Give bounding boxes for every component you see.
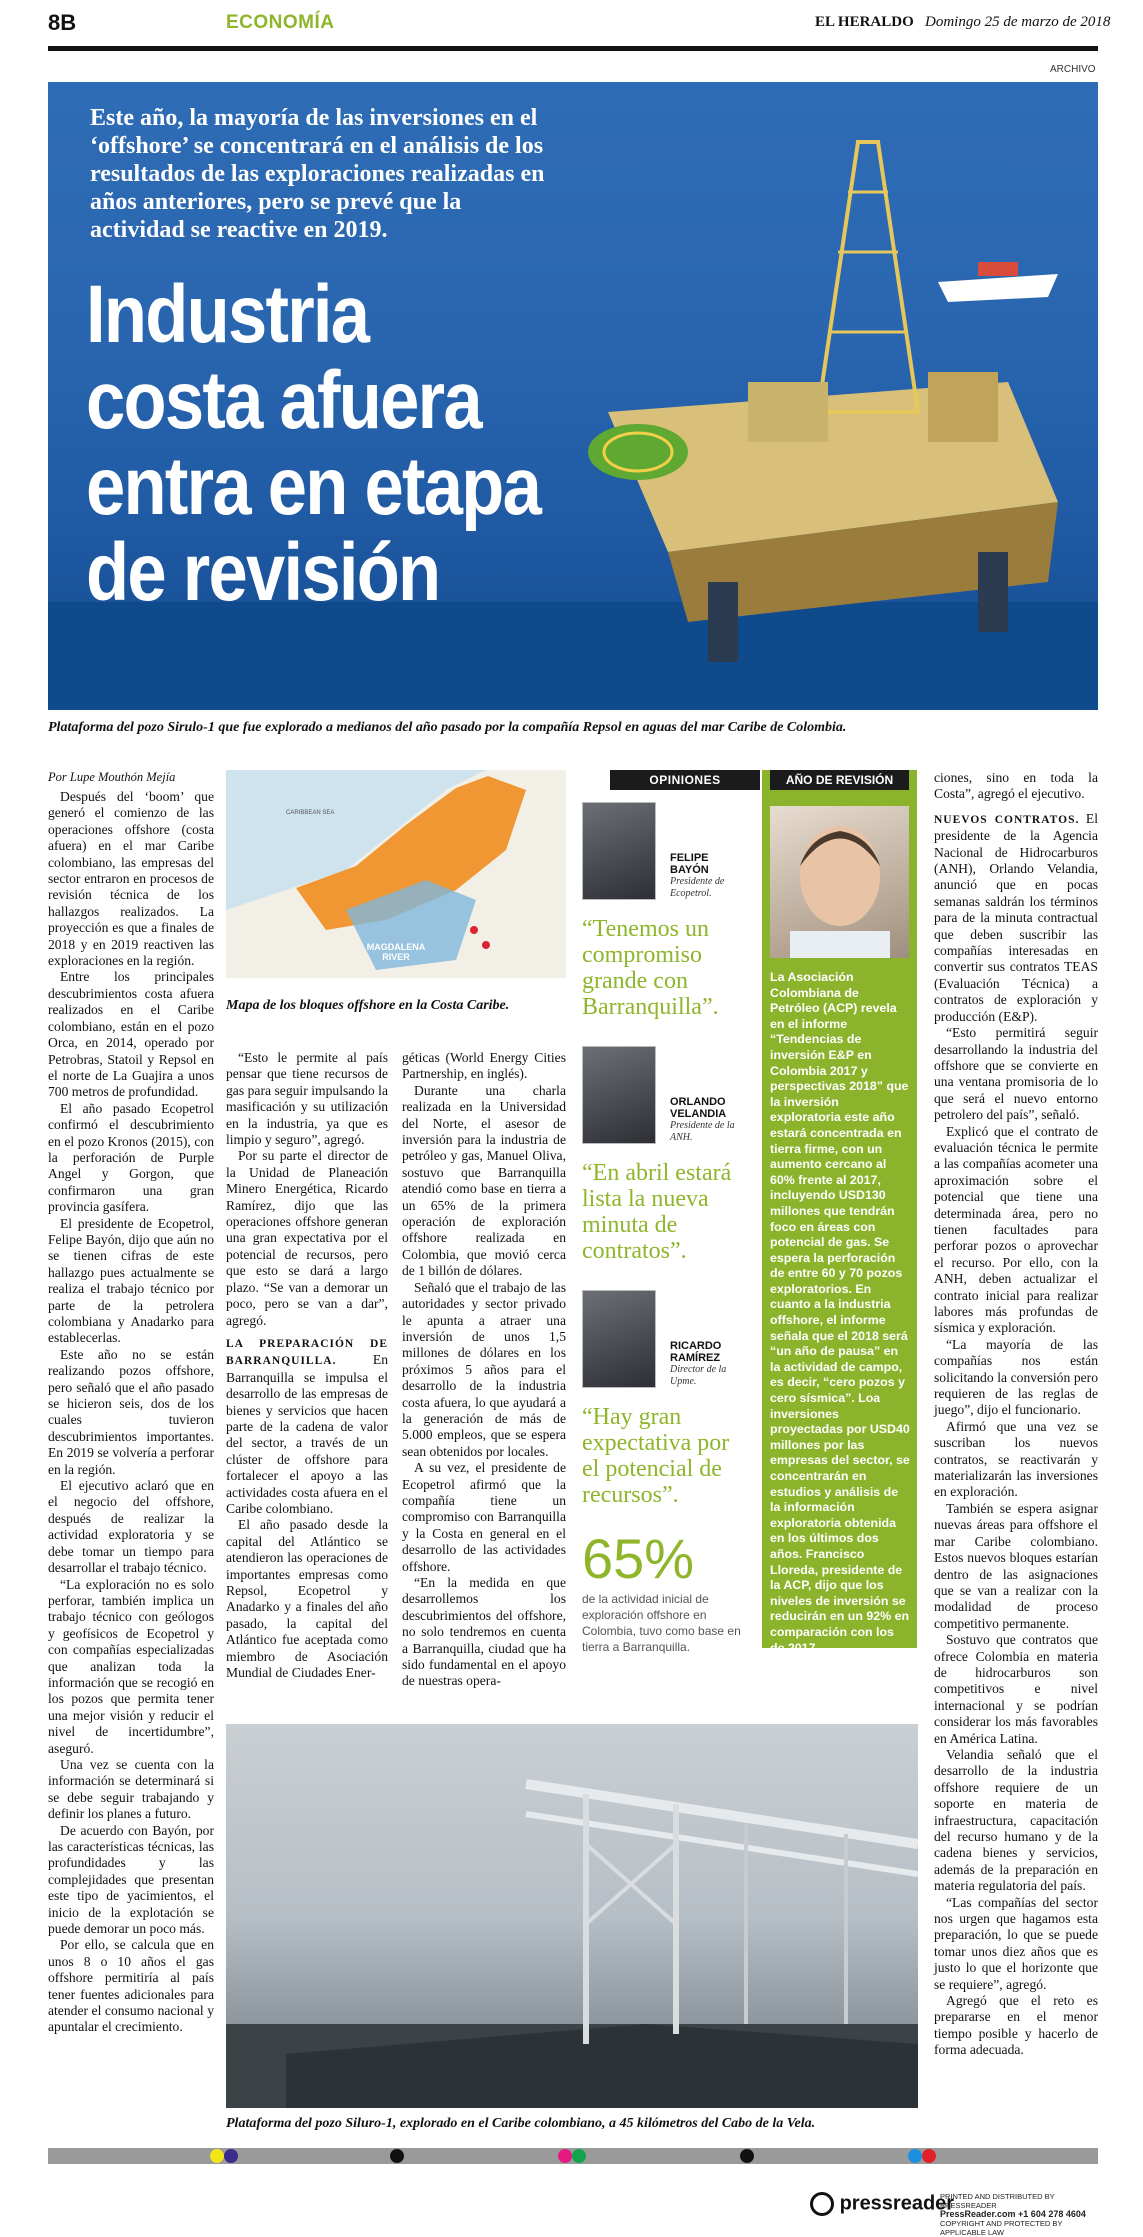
paragraph: A su vez, el presidente de Ecopetrol afirmó que la compañía tiene un compromiso con Barranquilla y la Costa en general en el desarrollo de las actividades offshore. [402,1460,566,1574]
paragraph: Por ello, se calcula que en unos 8 o 10 años el gas offshore permitiría al país tener fuentes adicionales para atender el consumo nacional y apuntalar el crecimiento. [48,1937,214,2035]
offshore-blocks-map [226,770,566,978]
notice-line: PRINTED AND DISTRIBUTED BY PRESSREADER [940,2192,1055,2210]
notice-line: COPYRIGHT AND PROTECTED BY APPLICABLE LAW [940,2219,1063,2237]
paragraph: Afirmó que una vez se suscriban los nuevos contratos, se reactivarán y materializarán las inversiones en exploración. [934,1418,1098,1500]
bottom-photo-caption: Plataforma del pozo Siluro-1, explorado en el Caribe colombiano, a 45 kilómetros del Cabo de la Vela. [226,2116,816,2131]
headline-line-1: Industria [86,269,369,360]
registration-dot [210,2149,224,2163]
author-name: ORLANDO VELANDIA [670,1096,727,1120]
review-text: La Asociación Colombiana de Petróleo (ACP) revela en el informe “Tendencias de inversión E&P en Colombia 2017 y perspectivas 2018” que la inversión exploratoria este año estará concentrada en tierra firme, con un aumento cercano al 60% frente al 2017, incluyendo USD130 millones que tendrán foco en áreas con potencial de gas. Se espera la perforación de entre 60 y 70 pozos exploratorios. En cuanto a la industria offshore, el informe señala que el 2018 será “un año de pausa” en la actividad de campo, es decir, “cero pozos y cero sísmica”. Loa inversiones proyectadas por USD40 millones por las empresas del sector, se concentrarán en estudios y análisis de la información exploratoria obtenida en los últimos dos años. Francisco Lloreda, presidente de la ACP, dijo que los niveles de inversión se reducirán en un 92% en comparación con los de 2017. [770,970,910,1655]
map-label: MAGDALENA RIVER [366,942,426,962]
registration-dot [390,2149,404,2163]
avatar [582,1046,656,1144]
crane-illustration [226,1724,918,2108]
photo-credit: ARCHIVO [1050,64,1096,75]
paragraph: También se espera asignar nuevas áreas para offshore el mar Caribe colombiano. Estos nuevos bloques estarían dentro de las asignaciones que se van a realizar con la modalidad de proceso competitivo permanente. [934,1500,1098,1631]
pull-quote: “Tenemos un compromiso grande con Barranquilla”. [582,916,719,1020]
registration-dot [908,2149,922,2163]
paragraph: El presidente de Ecopetrol, Felipe Bayón, dijo que aún no se tienen cifras de este hallazgo pues actualmente se realiza el trabajo técnico por parte de la petrolera colombiana y Anadarko para establecerlas. [48,1215,214,1346]
opinion-author [670,1340,750,1388]
stat-value: 65% [582,1527,695,1590]
author-name: FELIPE BAYÓN [670,852,709,876]
byline: Por Lupe Mouthón Mejía [48,770,176,784]
headline-line-3: entra en etapa [86,441,541,532]
registration-dot [572,2149,586,2163]
paragraph: Este año no se están realizando pozos offshore, pero señaló que el año pasado se hicieron seis, dos de los cuales tuvieron descubrimientos importantes. En 2019 se volvería a perforar en la región. [48,1346,214,1477]
map-label: CARIBBEAN SEA [286,810,335,816]
paragraph: “En la medida en que desarrollemos los descubrimientos del offshore, no solo tendremos en cuenta a Barranquilla, ciudad que ha sido fundamental en el apoyo de nuestras opera- [402,1575,566,1689]
platform-photo [226,1724,918,2108]
paragraph: El ejecutivo aclaró que en el negocio del offshore, después de realizar la actividad exploratoria y se debe tomar un tiempo para desarrollar el trabajo técnico. [48,1478,214,1576]
publication-date: Domingo 25 de marzo de 2018 [925,14,1111,30]
notice-line: PressReader.com +1 604 278 4604 [940,2209,1086,2219]
registration-dot [740,2149,754,2163]
portrait-illustration [770,806,909,958]
paragraph: De acuerdo con Bayón, por las características técnicas, las profundidades y las complejidades que presentan este tipo de yacimientos, el inicio de la explotación se puede demorar un poco más. [48,1822,214,1937]
paragraph: géticas (World Energy Cities Partnership, en inglés). [402,1050,566,1082]
paragraph [934,811,1098,1025]
registration-dot [922,2149,936,2163]
pressreader-wordmark: pressreader [839,2192,955,2215]
author-role: Presidente de Ecopetrol. [670,876,725,899]
paragraph-text: El presidente de la Agencia Nacional de Hidrocarburos (ANH), Orlando Velandia, anunció que en pocas semanas saldrán los términos para de la minuta contractual que deben suscribir las compañías interesadas en convertir sus contratos TEAS (Evaluación Técnica) a contratos de exploración y producción (E&P). [934,810,1098,1024]
opinions-tag: OPINIONES [610,770,760,790]
header-rule [48,46,1098,51]
pressreader-logo [810,2192,954,2216]
pull-quote: “En abril estará lista la nueva minuta de contratos”. [582,1160,732,1264]
paragraph: ciones, sino en toda la Costa”, agregó el ejecutivo. [934,770,1098,802]
paragraph [226,1335,388,1517]
pressreader-icon [810,2192,834,2216]
opinion-author [670,1096,750,1144]
author-name: RICARDO RAMÍREZ [670,1340,722,1364]
paragraph: “Las compañías del sector nos urgen que hagamos esta preparación, lo que se puede tomar unos diez años que es justo lo que el horizonte que se requiere”, agregó. [934,1894,1098,1992]
paragraph: Velandia señaló que el desarrollo de la industria offshore requiere de un soporte en materia de infraestructura, capacitación del recurso humano y de la cadena bienes y servicios, además de la preparación en materia regulatoria del país. [934,1746,1098,1894]
paragraph: Agregó que el reto es prepararse en el menor tiempo posible y hacerlo de forma adecuada. [934,1993,1098,2058]
headline-line-4: de revisión [86,527,440,618]
paragraph: El año pasado Ecopetrol confirmó el descubrimiento en el pozo Kronos (2015), con la perforación de Purple Angel y Gorgon, que confirmaron una gran provincia gasífera. [48,1100,214,1215]
paragraph: Después del ‘boom’ que generó el comienzo de las operaciones offshore (costa afuera) en el mar Caribe colombiano, las empresas del sector entraron en procesos de revisión técnica de los hallazgos realizados. La proyección es que a finales de 2018 y en 2019 reactiven las exploraciones en la región. [48,789,214,969]
paragraph: Sostuvo que contratos que ofrece Colombia en materia de hidrocarburos son competitivos e nivel internacional y se podrían considerar los más favorables en América Latina. [934,1632,1098,1746]
section-kicker: NUEVOS CONTRATOS. [934,813,1080,826]
newspaper-name: EL HERALDO [815,14,914,30]
review-sidebar [762,770,917,1655]
article-column-1 [48,770,214,2036]
map-caption: Mapa de los bloques offshore en la Costa Caribe. [226,998,510,1013]
author-role: Director de la Upme. [670,1364,727,1387]
paragraph: Por su parte el director de la Unidad de Planeación Minero Energética, Ricardo Ramírez, dijo que las operaciones offshore generan una gran expectativa por el potencial de recursos, pero que esto se dará a largo plazo. “Se van a demorar un poco, pero se van a dar”, agregó. [226,1148,388,1328]
opinion-item [582,802,750,906]
review-tag: AÑO DE REVISIÓN [770,770,909,790]
paragraph: “La exploración no es solo perforar, también implica un trabajo técnico con geólogos y geofísicos de Ecopetrol y con compañías especializadas que analizan toda la información que se recogió en los pozos que permita tener una mejor visión y reducir el nivel de incertidumbre”, aseguró. [48,1576,214,1756]
hero-intro: Este año, la mayoría de las inversiones en el ‘offshore’ se concentrará en el análisis de los resultados de las exploraciones realizadas en años anteriores, pero se prevé que la actividad se reactive en 2019. [90,105,545,243]
section-title: ECONOMÍA [226,12,335,33]
pressreader-notice [940,2192,1100,2237]
opinion-author [670,852,750,900]
paragraph: Explicó que el contrato de evaluación técnica le permite a las compañías acometer una aproximación sobre el potencial que tiene una determinada área, pero no tienen facultades para perforar pozos o aprovechar el recurso. Por ello, con la ANH, deben actualizar el contrato inicial para realizar labores más profundas de sísmica y exploración. [934,1123,1098,1336]
opinion-item [582,1290,750,1394]
section-kicker: LA PREPARACIÓN DE BARRANQUILLA. [226,1337,388,1368]
paragraph: Durante una charla realizada en la Universidad del Norte, el asesor de inversión para la industria de petróleo y gas, Manuel Oliva, sostuvo que Barranquilla atendió como base en tierra a un 65% de la primera operación de exploración offshore realizada en Colombia, que movió cerca de 1 billón de dólares. [402,1082,566,1279]
avatar [582,1290,656,1388]
hero-caption: Plataforma del pozo Sirulo-1 que fue explorado a medianos del año pasado por la compañía Repsol en aguas del mar Caribe de Colombia. [48,720,847,735]
paragraph-text: En Barranquilla se impulsa el desarrollo de las empresas de bienes y servicios que hacen parte de la cadena de valor del sector, a través de un clúster de offshore para fortalecer el apoyo a las actividades costa afuera en el Caribe colombiano. [226,1352,388,1516]
paragraph: Señaló que el trabajo de las autoridades y sector privado le apunta a atraer una inversión de unos 1,5 millones de dólares en los próximos 5 años para el desarrollo de la industria costa afuera, lo que ayudará a la generación de más de 5.000 empleos, que se espera sean obtenidos por locales. [402,1279,566,1459]
avatar [770,806,909,958]
registration-dot [558,2149,572,2163]
article-column-2 [226,1050,388,1681]
stat-description: de la actividad inicial de exploración offshore en Colombia, tuvo como base en tierra a Barranquilla. [582,1592,741,1654]
avatar [582,802,656,900]
headline [86,269,568,618]
opinion-item [582,1046,750,1150]
hero-photo [48,82,1098,710]
article-column-5 [934,770,1098,2059]
paragraph: El año pasado desde la capital del Atlántico se atendieron las operaciones de importantes empresas como Repsol, Ecopetrol y Anadarko y a finales del año pasado, la capital del Atlántico fue aceptada como miembro de Asociación Mundial de Ciudades Ener- [226,1517,388,1681]
registration-dot [224,2149,238,2163]
paragraph: Entre los principales descubrimientos costa afuera realizados en el Caribe colombiano, están en el pozo Orca, en 2014, operado por Petrobras, Statoil y Repsol en el norte de La Guajira a unos 700 metros de profundidad. [48,969,214,1100]
opinions-box [582,770,750,1655]
author-role: Presidente de la ANH. [670,1120,735,1143]
headline-line-2: costa afuera [86,355,481,446]
article-column-3 [402,1050,566,1690]
paragraph: Una vez se cuenta con la información se determinará si se debe seguir trabajando y definir los planes a futuro. [48,1756,214,1822]
paragraph: “Esto le permite al país pensar que tiene recursos de gas para seguir impulsando la masificación y su utilización en la industria, ya que es limpio y seguro”, agregó. [226,1050,388,1148]
pull-quote: “Hay gran expectativa por el potencial de recursos”. [582,1404,730,1508]
paragraph: “La mayoría de las compañías nos están solicitando la conversión pero requieren de las reglas de juego”, dijo el funcionario. [934,1336,1098,1418]
paragraph: “Esto permitirá seguir desarrollando la industria del offshore que se convierte en una ventana promisoria de lo que será el nuevo entorno petrolero del país”, señaló. [934,1025,1098,1123]
page-number: 8B [48,10,77,35]
